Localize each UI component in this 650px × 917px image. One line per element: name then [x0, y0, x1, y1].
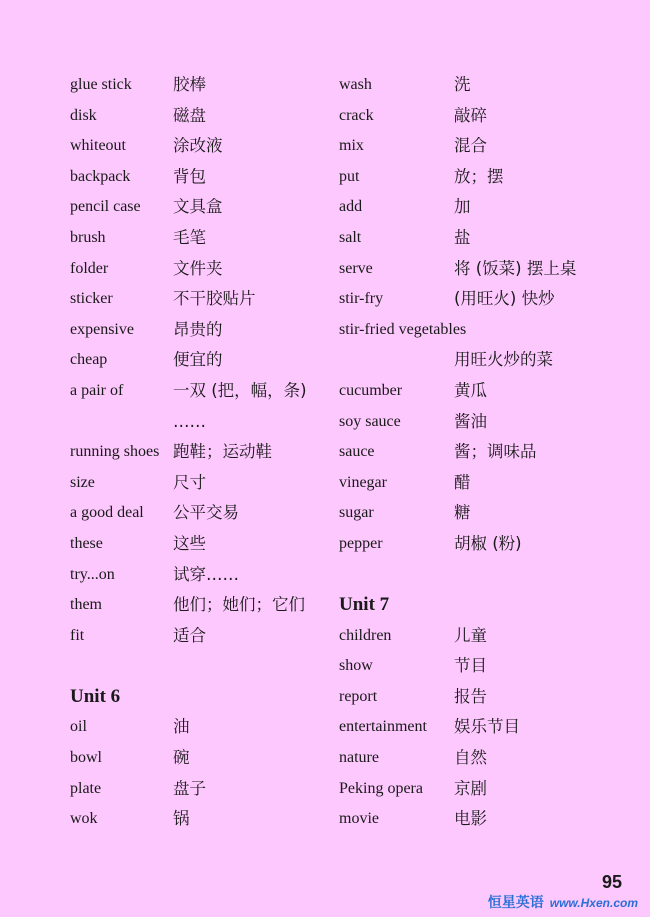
chinese-meaning: 酱油	[454, 411, 487, 431]
english-word: wok	[70, 810, 98, 828]
english-word: whiteout	[70, 137, 126, 155]
chinese-meaning: 用旺火炒的菜	[454, 350, 553, 370]
english-word: stir-fried vegetables	[339, 320, 467, 338]
english-word: mix	[339, 137, 364, 155]
chinese-meaning: 盐	[454, 227, 471, 247]
vocab-row	[70, 101, 330, 132]
unit-7-heading: Unit 7	[339, 594, 390, 616]
vocab-row	[339, 254, 629, 285]
chinese-meaning: 不干胶贴片	[173, 289, 256, 309]
chinese-meaning: 酱；调味品	[454, 442, 537, 462]
english-word: pepper	[339, 534, 383, 552]
vocab-row	[339, 651, 629, 682]
vocab-row	[339, 743, 629, 774]
vocab-row	[70, 162, 330, 193]
section-gap	[339, 560, 629, 591]
chinese-meaning: 混合	[454, 136, 487, 156]
english-word: add	[339, 198, 363, 216]
vocab-row	[70, 284, 330, 315]
chinese-meaning: 胡椒 (粉)	[454, 533, 522, 553]
english-word: wash	[339, 76, 372, 93]
chinese-meaning: ……	[173, 411, 206, 431]
section-gap	[70, 651, 330, 682]
vocab-row	[339, 162, 629, 193]
vocab-row	[70, 804, 330, 835]
chinese-meaning: 节目	[454, 656, 487, 676]
chinese-meaning: 背包	[173, 166, 206, 186]
english-word: soy sauce	[339, 412, 401, 430]
vocab-row	[339, 284, 629, 315]
chinese-meaning: 试穿……	[173, 564, 239, 584]
vocab-row	[70, 468, 330, 499]
vocab-row	[70, 131, 330, 162]
vocab-row	[70, 529, 330, 560]
watermark-logo	[488, 892, 638, 912]
vocab-row	[70, 560, 330, 591]
english-word: pencil case	[70, 198, 141, 216]
chinese-meaning: 娱乐节目	[454, 717, 520, 737]
vocab-row	[339, 468, 629, 499]
vocab-row	[339, 621, 629, 652]
chinese-meaning: 文具盒	[173, 197, 223, 217]
chinese-meaning: 适合	[173, 625, 206, 645]
english-word: salt	[339, 228, 362, 246]
chinese-meaning: 文件夹	[173, 258, 223, 278]
chinese-meaning: 跑鞋；运动鞋	[173, 442, 272, 462]
vocab-row	[339, 101, 629, 132]
chinese-meaning: 糖	[454, 503, 471, 523]
english-word: report	[339, 687, 378, 705]
vocab-row	[339, 529, 629, 560]
vocab-row-continuation	[70, 407, 330, 438]
vocab-row	[339, 131, 629, 162]
english-word: children	[339, 626, 392, 644]
english-word: bowl	[70, 749, 102, 767]
left-column	[70, 70, 330, 835]
english-word: folder	[70, 259, 109, 277]
english-word: backpack	[70, 167, 131, 185]
chinese-meaning: 儿童	[454, 625, 487, 645]
english-word: show	[339, 657, 373, 675]
vocab-list-right	[339, 70, 629, 560]
chinese-meaning: 电影	[454, 809, 487, 829]
vocab-row	[339, 70, 629, 101]
vocab-list-left	[70, 70, 330, 651]
english-word: expensive	[70, 320, 134, 338]
vocab-row	[70, 774, 330, 805]
vocab-row	[70, 70, 330, 101]
chinese-meaning: 盘子	[173, 778, 206, 798]
english-word: movie	[339, 810, 379, 828]
vocab-row	[339, 712, 629, 743]
vocab-row	[339, 804, 629, 835]
vocab-row	[70, 223, 330, 254]
english-word: fit	[70, 626, 85, 644]
vocab-row	[339, 682, 629, 713]
chinese-meaning: 锅	[173, 809, 190, 829]
english-word: crack	[339, 106, 374, 124]
chinese-meaning: 京剧	[454, 778, 487, 798]
chinese-meaning: 自然	[454, 748, 487, 768]
vocab-row	[70, 254, 330, 285]
english-word: sugar	[339, 504, 374, 522]
vocab-row	[70, 345, 330, 376]
english-word: nature	[339, 749, 379, 767]
english-word: entertainment	[339, 718, 427, 736]
vocab-row	[70, 743, 330, 774]
english-word: brush	[70, 228, 106, 246]
chinese-meaning: 公平交易	[173, 503, 239, 523]
english-word: them	[70, 596, 102, 614]
vocab-row	[70, 192, 330, 223]
watermark-text: 恒星英语	[487, 894, 544, 910]
vocab-row	[70, 621, 330, 652]
chinese-meaning: 毛笔	[173, 227, 206, 247]
vocab-row	[339, 774, 629, 805]
english-word: stir-fry	[339, 290, 384, 308]
page-number: 95	[601, 872, 622, 892]
english-word: cucumber	[339, 381, 403, 399]
english-word: cheap	[70, 351, 108, 369]
english-word: a good deal	[70, 504, 144, 522]
vocab-row	[70, 498, 330, 529]
vocab-row	[339, 376, 629, 407]
english-word: sauce	[339, 443, 375, 461]
watermark-url: www.Hxen.com	[549, 896, 638, 910]
chinese-meaning: 将 (饭菜) 摆上桌	[454, 258, 577, 278]
english-word: oil	[70, 718, 87, 736]
vocab-row-continuation	[339, 345, 629, 376]
chinese-meaning: (用旺火) 快炒	[454, 289, 555, 309]
vocab-row	[339, 437, 629, 468]
chinese-meaning: 昂贵的	[173, 319, 223, 339]
chinese-meaning: 他们；她们；它们	[173, 595, 305, 615]
chinese-meaning: 碗	[173, 748, 190, 768]
vocab-row	[70, 376, 330, 407]
vocab-row	[70, 590, 330, 621]
chinese-meaning: 尺寸	[173, 472, 206, 492]
chinese-meaning: 涂改液	[173, 136, 223, 156]
chinese-meaning: 放；摆	[454, 166, 504, 186]
vocab-row	[70, 315, 330, 346]
right-column	[339, 70, 629, 835]
english-word: Peking opera	[339, 779, 423, 797]
unit-7-vocab-list	[339, 621, 629, 835]
english-word: sticker	[70, 290, 113, 308]
chinese-meaning: 这些	[173, 533, 206, 553]
vocab-row	[339, 407, 629, 438]
vocab-row	[339, 498, 629, 529]
english-word: disk	[70, 106, 97, 124]
unit-6-heading: Unit 6	[70, 685, 121, 707]
english-word: a pair of	[70, 381, 124, 399]
chinese-meaning: 便宜的	[173, 350, 223, 370]
chinese-meaning: 胶棒	[173, 75, 206, 94]
chinese-meaning: 加	[454, 197, 471, 217]
chinese-meaning: 醋	[454, 472, 471, 492]
english-word: vinegar	[339, 473, 387, 491]
vocab-row	[70, 437, 330, 468]
vocab-row	[339, 223, 629, 254]
chinese-meaning: 敲碎	[454, 105, 487, 125]
english-word: these	[70, 534, 103, 552]
english-word: running shoes	[70, 443, 160, 461]
english-word: serve	[339, 259, 373, 277]
english-word: plate	[70, 779, 102, 797]
vocab-row	[339, 192, 629, 223]
english-word: try...on	[70, 565, 115, 583]
english-word: glue stick	[70, 76, 132, 93]
vocab-row	[339, 315, 629, 346]
english-word: size	[70, 473, 95, 491]
chinese-meaning: 一双 (把，幅，条)	[173, 380, 307, 400]
chinese-meaning: 油	[173, 717, 190, 737]
chinese-meaning: 黄瓜	[454, 380, 487, 400]
vocab-row	[70, 712, 330, 743]
chinese-meaning: 磁盘	[173, 105, 206, 125]
chinese-meaning: 报告	[454, 686, 487, 706]
chinese-meaning: 洗	[454, 75, 471, 94]
unit-6-vocab-list	[70, 712, 330, 834]
english-word: put	[339, 167, 360, 185]
